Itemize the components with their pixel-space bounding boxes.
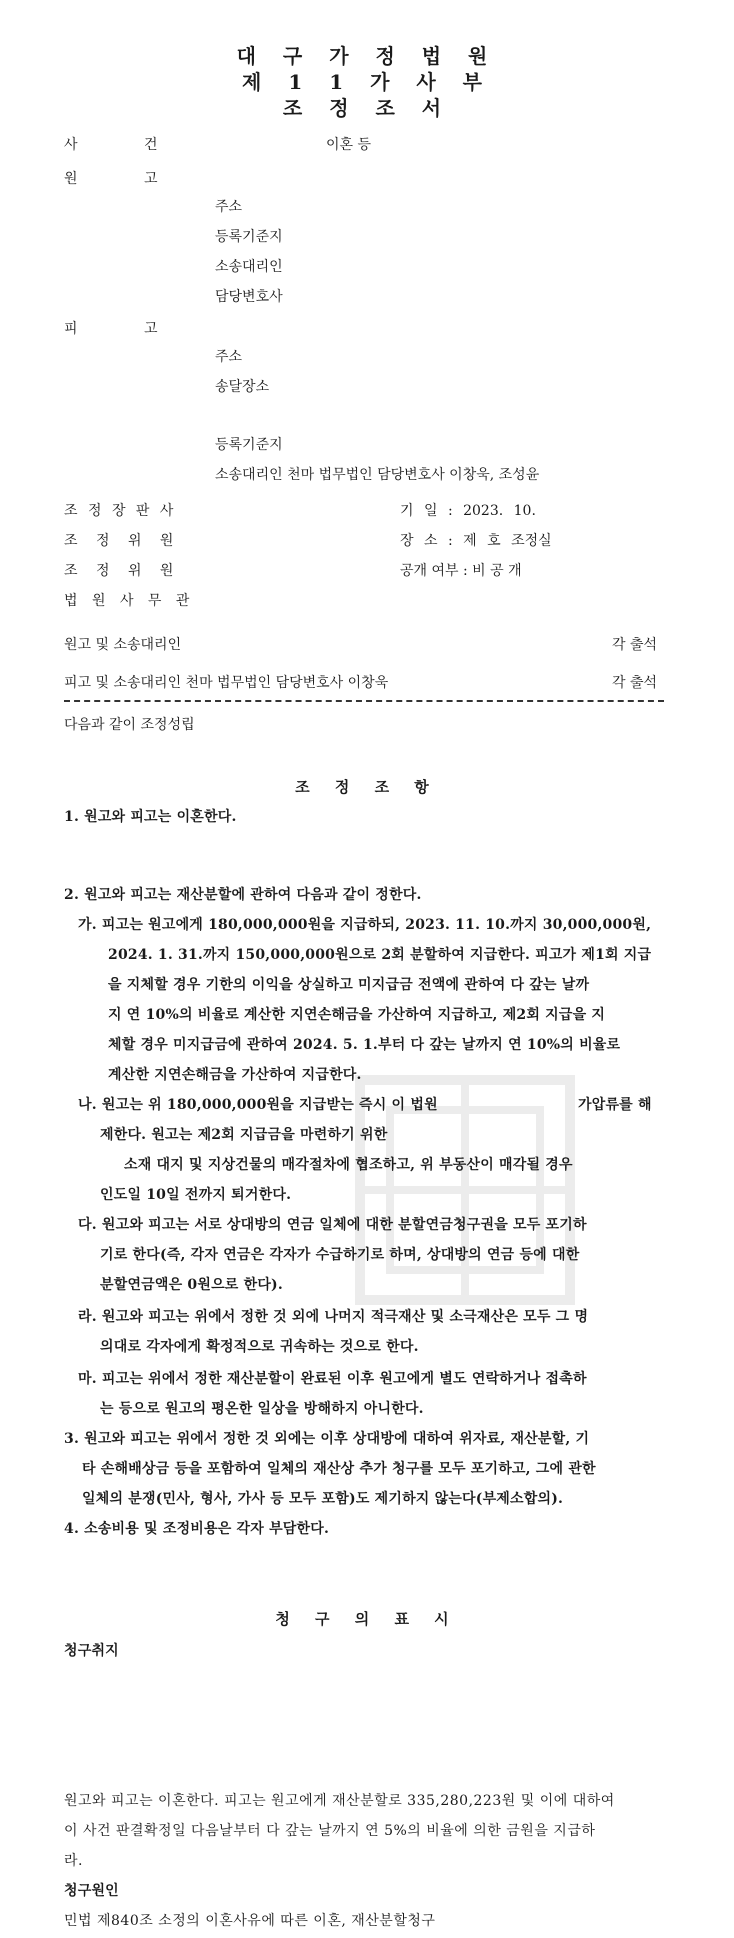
term-1: 1. 원고와 피고는 이혼한다. — [64, 809, 237, 825]
plaintiff-agent-label: 소송대리인 — [215, 259, 283, 275]
plaintiff-lawyer-label: 담당변호사 — [215, 289, 283, 305]
plaintiff-attendance-status: 각 출석 — [612, 637, 658, 653]
term-2-na-line-3: 소재 대지 및 지상건물의 매각절차에 협조하고, 위 부동산이 매각될 경우 — [124, 1157, 573, 1173]
term-2-ma-line-1: 마. 피고는 위에서 정한 재산분할이 완료된 이후 원고에게 별도 연락하거나 접촉하 — [78, 1371, 587, 1387]
term-2-da-line-3: 분할연금액은 0원으로 한다). — [100, 1277, 283, 1293]
mediation-result: 다음과 같이 조정성립 — [64, 717, 195, 733]
court-name: 대 구 가 정 법 원 — [236, 44, 498, 68]
term-2-ga-line-1: 가. 피고는 원고에게 180,000,000원을 지급하되, 2023. 11. 10.까지 30,000,000원, — [78, 917, 652, 933]
case-value: 이혼 등 — [326, 137, 372, 153]
term-2-ma-line-2: 는 등으로 원고의 평온한 일상을 방해하지 아니한다. — [100, 1401, 424, 1417]
separator-line — [64, 700, 664, 702]
term-2-da-line-1: 다. 원고와 피고는 서로 상대방의 연금 일체에 대한 분할연금청구권을 모두 포기하 — [78, 1217, 587, 1233]
term-2-ga-line-6: 계산한 지연손해금을 가산하여 지급한다. — [108, 1067, 362, 1083]
session-place: 장 소 : 제 호 조정실 — [400, 533, 552, 549]
claim-purpose-line-3: 라. — [64, 1853, 83, 1869]
document-title: 조 정 조 서 — [282, 96, 452, 120]
clerk-label: 법 원 사 무 관 — [64, 593, 195, 609]
claim-purpose-label: 청구취지 — [64, 1643, 119, 1659]
claim-cause-text: 민법 제840조 소정의 이혼사유에 따른 이혼, 재산분할청구 — [64, 1913, 436, 1929]
term-2-da-line-2: 기로 한다(즉, 각자 연금은 각자가 수급하기로 하며, 상대방의 연금 등에 대한 — [100, 1247, 580, 1263]
term-2-na-line-4: 인도일 10일 전까지 퇴거한다. — [100, 1187, 292, 1203]
term-2-ga-line-2: 2024. 1. 31.까지 150,000,000원으로 2회 분할하여 지급한다. 피고가 제1회 지급 — [108, 947, 652, 963]
session-date: 기 일 : 2023. 10. — [400, 503, 536, 519]
term-2-na-line-1-end: 가압류를 해 — [578, 1097, 652, 1113]
plaintiff-address-label: 주소 — [215, 199, 243, 215]
plaintiff-attendance: 원고 및 소송대리인 — [64, 637, 182, 653]
defendant-attendance-status: 각 출석 — [612, 675, 658, 691]
term-2-na-line-1: 나. 원고는 위 180,000,000원을 지급받는 즉시 이 법원 — [78, 1097, 438, 1113]
claim-cause-label: 청구원인 — [64, 1883, 119, 1899]
term-2-ra-line-1: 라. 원고와 피고는 위에서 정한 것 외에 나머지 적극재산 및 소극재산은 모두 그 명 — [78, 1309, 589, 1325]
public-status: 공개 여부 : 비 공 개 — [400, 563, 522, 579]
defendant-attendance: 피고 및 소송대리인 천마 법무법인 담당변호사 이창욱 — [64, 675, 389, 691]
claims-heading: 청 구 의 표 시 — [275, 1610, 459, 1628]
defendant-registry-label: 등록기준지 — [215, 437, 283, 453]
plaintiff-registry-label: 등록기준지 — [215, 229, 283, 245]
term-3-line-2: 타 손해배상금 등을 포함하여 일체의 재산상 추가 청구를 모두 포기하고, 그에 관한 — [82, 1461, 596, 1477]
plaintiff-label: 원 고 — [64, 171, 161, 187]
defendant-agent: 소송대리인 천마 법무법인 담당변호사 이창욱, 조성윤 — [215, 467, 540, 483]
term-3-line-1: 3. 원고와 피고는 위에서 정한 것 외에는 이후 상대방에 대하여 위자료, 재산분할, 기 — [64, 1431, 590, 1447]
term-4: 4. 소송비용 및 조정비용은 각자 부담한다. — [64, 1521, 330, 1537]
term-3-line-3: 일체의 분쟁(민사, 형사, 가사 등 모두 포함)도 제기하지 않는다(부제소합의). — [82, 1491, 564, 1507]
claim-purpose-line-1: 원고와 피고는 이혼한다. 피고는 원고에게 재산분할로 335,280,223원 및 이에 대하여 — [64, 1793, 615, 1809]
terms-heading: 조 정 조 항 — [295, 778, 439, 796]
term-2-ra-line-2: 의대로 각자에게 확정적으로 귀속하는 것으로 한다. — [100, 1339, 419, 1355]
division-name: 제 1 1 가 사 부 — [242, 70, 492, 94]
defendant-address-label: 주소 — [215, 349, 243, 365]
claim-purpose-line-2: 이 사건 판결확정일 다음날부터 다 갚는 날까지 연 5%의 비율에 의한 금원을 지급하 — [64, 1823, 596, 1839]
judge-label: 조 정 장 판 사 — [64, 503, 177, 519]
mediator-2-label: 조 정 위 원 — [64, 563, 181, 579]
mediator-1-label: 조 정 위 원 — [64, 533, 181, 549]
defendant-service-label: 송달장소 — [215, 379, 270, 395]
term-2-ga-line-5: 체할 경우 미지급금에 관하여 2024. 5. 1.부터 다 갚는 날까지 연 10%의 비율로 — [108, 1037, 621, 1053]
term-2: 2. 원고와 피고는 재산분할에 관하여 다음과 같이 정한다. — [64, 887, 422, 903]
case-label: 사 건 — [64, 137, 161, 153]
term-2-na-line-2: 제한다. 원고는 제2회 지급금을 마련하기 위한 — [100, 1127, 388, 1143]
term-2-ga-line-3: 을 지체할 경우 기한의 이익을 상실하고 미지급금 전액에 관하여 다 갚는 날까 — [108, 977, 590, 993]
term-2-ga-line-4: 지 연 10%의 비율로 계산한 지연손해금을 가산하여 지급하고, 제2회 지급을 지 — [108, 1007, 606, 1023]
defendant-label: 피 고 — [64, 321, 161, 337]
